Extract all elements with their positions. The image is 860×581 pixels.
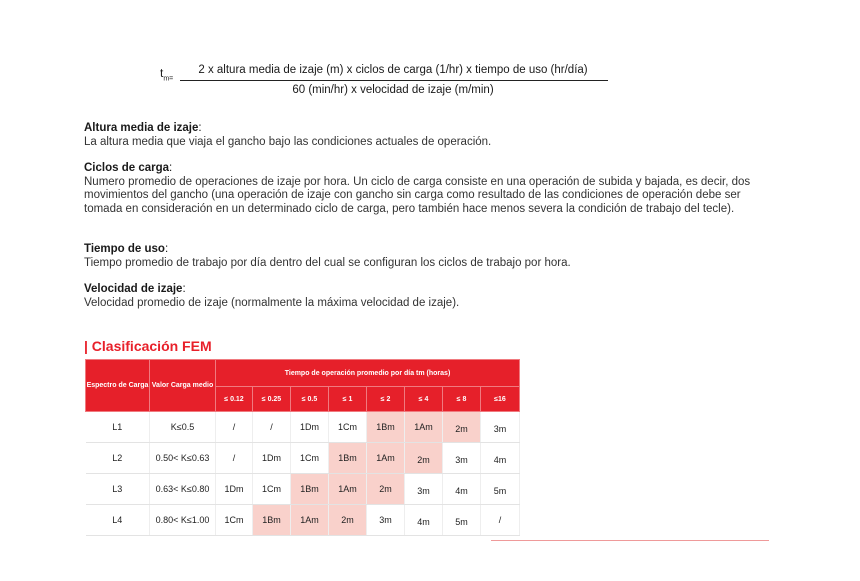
load-value-cell: K≤0.5 <box>150 412 216 443</box>
classification-cell: 1Dm <box>291 412 329 443</box>
classification-cell: 1Am <box>367 443 405 474</box>
classification-cell: 5m <box>443 505 481 536</box>
header-time-3: ≤ 1 <box>329 387 367 412</box>
classification-cell: 2m <box>443 412 481 443</box>
classification-cell: 1Cm <box>216 505 253 536</box>
definition-title: Tiempo de uso <box>84 243 165 255</box>
definition-colon: : <box>198 122 202 134</box>
classification-cell: / <box>253 412 291 443</box>
table-row <box>86 443 520 474</box>
classification-cell: 2m <box>367 474 405 505</box>
definition-title: Velocidad de izaje <box>84 283 183 295</box>
classification-cell: / <box>481 505 520 536</box>
classification-cell: / <box>216 443 253 474</box>
classification-cell: 1Am <box>291 505 329 536</box>
definition-ciclos <box>84 162 774 216</box>
classification-cell: 4m <box>481 443 520 474</box>
classification-cell: 2m <box>329 505 367 536</box>
formula-numerator: 2 x altura media de izaje (m) x ciclos de carga (1/hr) x tiempo de uso (hr/día) <box>198 64 588 76</box>
header-time-5: ≤ 4 <box>405 387 443 412</box>
classification-cell: 4m <box>443 474 481 505</box>
definition-body: Tiempo promedio de trabajo por día dentro del cual se configuran los ciclos de trabajo por hora. <box>84 256 571 269</box>
fem-classification-table <box>85 359 520 536</box>
formula-t-subscript: m= <box>163 75 174 83</box>
classification-cell: 4m <box>405 505 443 536</box>
table-row <box>86 474 520 505</box>
classification-cell: 1Am <box>329 474 367 505</box>
load-value-cell: 0.50< K≤0.63 <box>150 443 216 474</box>
classification-cell: 5m <box>481 474 520 505</box>
classification-cell: 1Cm <box>253 474 291 505</box>
definition-body: Velocidad promedio de izaje (normalmente la máxima velocidad de izaje). <box>84 296 460 309</box>
definition-body: La altura media que viaja el gancho bajo las condiciones actuales de operación. <box>84 135 492 148</box>
header-spectrum: Espectro de Carga <box>86 360 150 412</box>
header-value: Valor Carga medio <box>150 360 216 412</box>
header-time-6: ≤ 8 <box>443 387 481 412</box>
classification-cell: 1Am <box>405 412 443 443</box>
definition-tiempo <box>84 243 774 270</box>
spectrum-cell: L4 <box>86 505 150 536</box>
classification-cell: 1Bm <box>367 412 405 443</box>
classification-cell: / <box>216 412 253 443</box>
classification-cell: 3m <box>405 474 443 505</box>
header-time-0: ≤ 0.12 <box>216 387 253 412</box>
section-title: | Clasificación FEM <box>84 338 212 354</box>
classification-cell: 3m <box>481 412 520 443</box>
classification-cell: 1Bm <box>253 505 291 536</box>
definition-title: Ciclos de carga <box>84 162 170 174</box>
definition-colon: : <box>182 283 186 295</box>
definition-altura <box>84 122 774 149</box>
header-time-4: ≤ 2 <box>367 387 405 412</box>
header-time-1: ≤ 0.25 <box>253 387 291 412</box>
bottom-divider <box>491 540 769 541</box>
table-row <box>86 412 520 443</box>
definition-velocidad <box>84 283 774 310</box>
classification-cell: 1Dm <box>216 474 253 505</box>
classification-cell: 1Bm <box>291 474 329 505</box>
definition-colon: : <box>164 243 169 255</box>
classification-cell: 3m <box>367 505 405 536</box>
fraction-line <box>180 80 608 81</box>
spectrum-cell: L1 <box>86 412 150 443</box>
table-row <box>86 505 520 536</box>
formula-denominator: 60 (min/hr) x velocidad de izaje (m/min) <box>292 84 494 96</box>
definition-title: Altura media de izaje <box>84 122 199 134</box>
load-value-cell: 0.80< K≤1.00 <box>150 505 216 536</box>
definition-colon: : <box>169 162 173 174</box>
classification-cell: 2m <box>405 443 443 474</box>
header-time-2: ≤ 0.5 <box>291 387 329 412</box>
classification-cell: 1Cm <box>291 443 329 474</box>
classification-cell: 1Bm <box>329 443 367 474</box>
classification-cell: 1Dm <box>253 443 291 474</box>
definition-body: Numero promedio de operaciones de izaje por hora. Un ciclo de carga consiste en una operación de subida y bajada, es decir, dos movimientos del gancho (una operación de izaje con gancho sin carga como resultado de las condiciones de operación debe ser tomada en consideración en un determinado ciclo de carga, pero también hace menos severa la condición de trabajo del tecle). <box>84 175 751 215</box>
header-time-group: Tiempo de operación promedio por día tm (horas) <box>216 360 520 387</box>
load-value-cell: 0.63< K≤0.80 <box>150 474 216 505</box>
formula <box>160 62 620 102</box>
classification-cell: 3m <box>443 443 481 474</box>
formula-t-symbol: $t_{m=}$ <box>160 66 174 83</box>
classification-cell: 1Cm <box>329 412 367 443</box>
spectrum-cell: L3 <box>86 474 150 505</box>
spectrum-cell: L2 <box>86 443 150 474</box>
header-time-7: ≤16 <box>481 387 520 412</box>
